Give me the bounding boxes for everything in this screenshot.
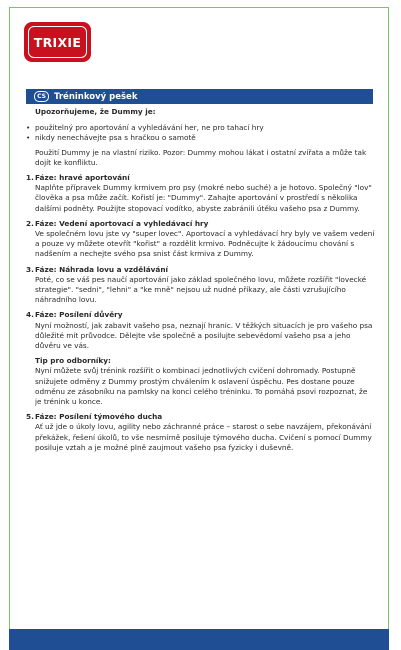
footer-bar xyxy=(9,629,389,650)
phase-2 xyxy=(26,219,376,260)
phase-title: Fáze: Náhrada lovu a vzdělávání xyxy=(35,264,169,274)
language-badge: CS xyxy=(34,91,49,102)
phase-number: 2. xyxy=(26,218,34,228)
logo-border xyxy=(28,26,87,58)
instructions-content xyxy=(26,107,376,458)
intro-text: Upozorňujeme, že Dummy je: xyxy=(35,107,156,116)
phase-title: Fáze: Posílení týmového ducha xyxy=(35,412,163,422)
phase-title: Fáze: Vedení aportovací a vyhledávací hry xyxy=(35,218,209,228)
phase-title: Fáze: Posílení důvěry xyxy=(35,310,123,320)
phase-body: Ať už jde o úkoly lovu, agility nebo záchranné práce – starost o sebe navzájem, překonávání překážek, řešení úkolů, to vše nesmírně posiluje týmového ducha. Cvičení s pomocí Dummy posiluje vztah a je možné plně zaujmout vašeho psa fyzicky i duševně. xyxy=(35,422,372,452)
tip-title: Tip pro odborníky: xyxy=(35,356,111,366)
phase-3 xyxy=(26,265,376,306)
phase-body: Nyní možností, jak zabavit vašeho psa, neznají hranic. V těžkých situacích je pro vašeho psa důležité mít průvodce. Dělejte vše společně a posilujte sebevědomí vašeho psa a jeho důvěru ve vás. xyxy=(35,320,373,351)
phase-body: Ve společném lovu jste vy "super lovec". Aportovací a vyhledávací hry byly ve vašem vedení a pouze vy můžete otevřít "kořist" a rozdělit krmivo. Podněcujte k žádoucímu chování s nadšením a nechejte svého psa snist část krmiva z Dummy. xyxy=(35,229,375,259)
section-header xyxy=(26,89,373,104)
phase-body: Poté, co se váš pes naučí aportování jako základ společného lovu, můžete rozšířit "lovecké strategie". "sedni", "lehni" a "ke mně" nejsou už nudné příkazy, ale části vzrušujícího náhradního lovu. xyxy=(35,274,367,305)
phase-number: 4. xyxy=(26,310,34,320)
trixie-logo xyxy=(24,22,91,62)
bullet-item: • použitelný pro aportování a vyhledávání her, ne pro tahací hry xyxy=(26,123,376,133)
bullet-list xyxy=(26,123,376,143)
phase-4 xyxy=(26,310,376,351)
phase-number: 5. xyxy=(26,412,34,422)
phase-title: Fáze: hravé aportování xyxy=(35,173,130,183)
section-title: Tréninkový pešek xyxy=(54,91,138,102)
tip-body: Nyní můžete svůj trénink rozšířit o kombinaci jednotlivých cvičení dohromady. Postupně snižujete odměny z Dummy prostým chválením k oslavení úspěchu. Pes dostane pouze odměnu ze zásobníku na pamlsky na konci celého tréninku. To pomáhá psovi rozpoznat, že je trénink u konce. xyxy=(35,366,368,407)
bullet-item: • nikdy nenechávejte psa s hračkou o samotě xyxy=(26,133,376,143)
phase-5 xyxy=(26,412,376,453)
phase-1 xyxy=(26,173,376,214)
phase-number: 3. xyxy=(26,264,34,274)
logo-text: TRIXIE xyxy=(33,34,82,50)
warning-text: Použití Dummy je na vlastní riziko. Pozor: Dummy mohou lákat i ostatní zvířata a může tak dojít ke konfliktu. xyxy=(35,147,367,167)
phase-body: Naplňte přípravek Dummy krmivem pro psy (mokré nebo suché) a je hotovo. Společný "lov" člověka a psa může začít. Kořistí je: "Dummy". Zahajte aportování v prostředí s několika dalšími podněty. Použijte stopovací vodítko, abyste zabránili útěku vašeho psa z Dummy. xyxy=(35,183,372,213)
phase-number: 1. xyxy=(26,173,34,183)
